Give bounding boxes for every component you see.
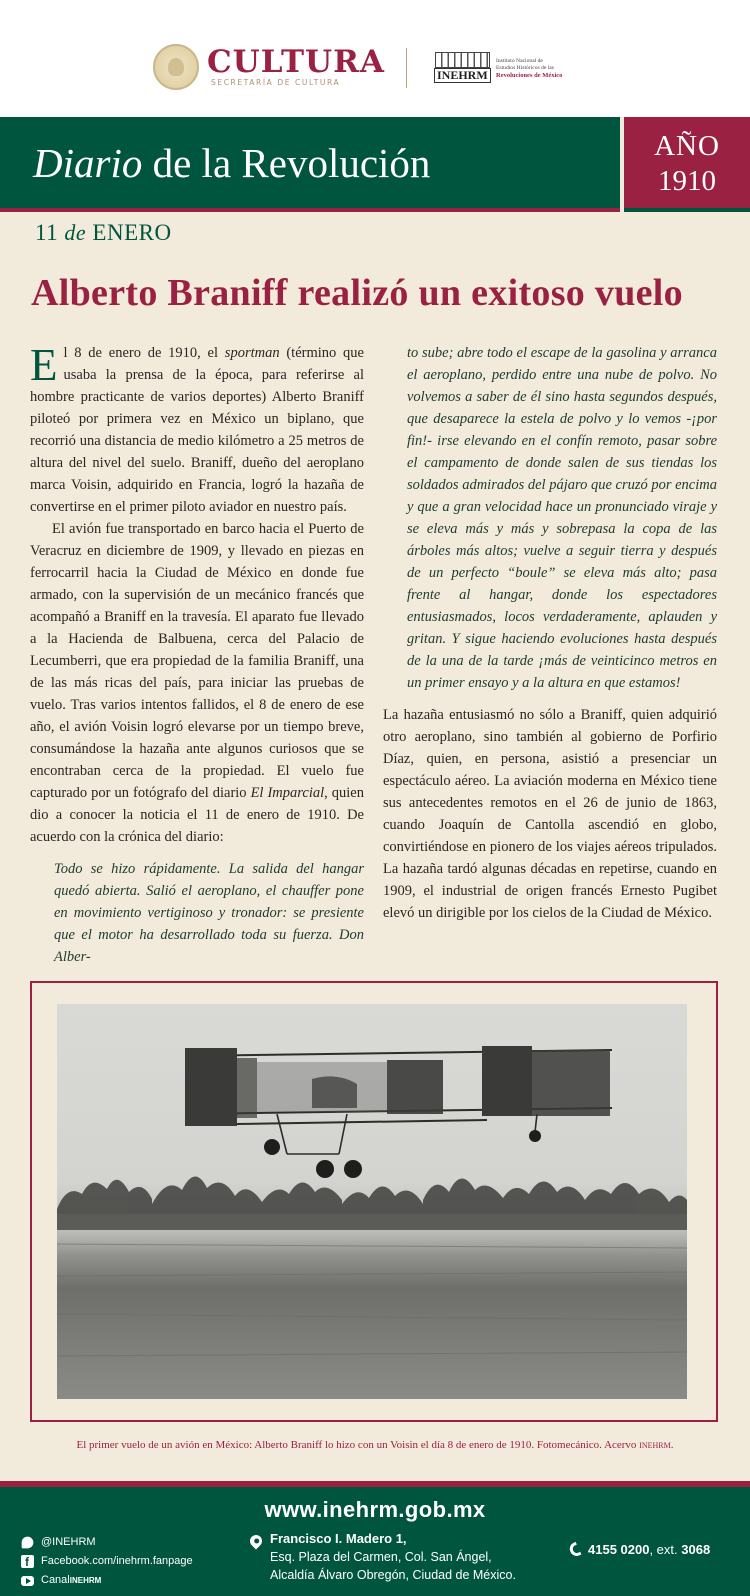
logo-bar (0, 0, 750, 117)
inehrm-logo-text (496, 58, 576, 79)
biplane-photo (57, 1004, 687, 1399)
quote-part-1: Todo se hizo rápidamente. La salida del hangar quedó abierta. Salió el aeroplano, el chauffer pone en movimiento vertiginoso y tronador: se presiente que el motor ha desarrollado toda su fuerza. Don Alber- (54, 861, 364, 965)
caption-text: El primer vuelo de un avión en México: Alberto Braniff lo hizo con un Voisin el día 8 de enero de 1910. Fotomecánico. Acervo (76, 1439, 640, 1451)
date-day: 11 (35, 220, 59, 245)
paragraph-2-text-a: El avión fue transportado en barco hacia el Puerto de Veracruz en diciembre de 1909, y llevado en piezas en ferrocarril hacia la Ciudad de México en donde fue armado, con la supervisión de un mecánico francés que acompañó a Braniff en la travesía. El aparato fue llevado a la Hacienda de Balbuena, cerca del Palacio de Lecumberri, que era propiedad de la familia Braniff, una de las más ricas del país, para iniciar las pruebas de vuelo. Tras varios intentos fallidos, el 8 de enero de ese año, el avión Voisin logró elevarse por un tiempo breve, consumándose la hazaña ante algunos curiosos que se encontraban cerca de la propiedad. El vuelo fue capturado por un fotógrafo del diario (30, 521, 364, 801)
address-line-1: Francisco I. Madero 1, (270, 1531, 407, 1546)
address (270, 1530, 516, 1584)
social-links (21, 1533, 193, 1590)
cultura-logo-subtitle: SECRETARÍA DE CULTURA (211, 78, 341, 87)
paragraph-1-emphasis: sportman (224, 345, 280, 361)
phone-main: 4155 0200 (588, 1542, 650, 1557)
phone-icon (567, 1542, 581, 1558)
facebook-url: Facebook.com/inehrm.fanpage (41, 1555, 193, 1567)
drop-cap: E (30, 340, 58, 390)
inehrm-line-2: Estudios Históricos de las (496, 65, 554, 71)
facebook-icon (21, 1555, 34, 1568)
paragraph-1-text-b: (término que usaba la prensa de la época, para referirse al hombre practicante de varios deportes) Alberto Braniff piloteó por primera vez en México un biplano, que recorrió una distancia de medio kilómetro a 25 metros de altura del nivel del suelo. Braniff, dueño del aeroplano marca Voisin, adquirido en Francia, logró la hazaña de convertirse en el primer piloto aviador en nuestro país. (30, 345, 364, 515)
youtube-icon (21, 1576, 34, 1586)
article-date (35, 220, 172, 246)
location-pin-icon (248, 1533, 265, 1550)
youtube-channel: inehrm (69, 1574, 102, 1586)
paragraph-3: La hazaña entusiasmó no sólo a Braniff, quien adquirió otro aeroplano, sino también al gobierno de Porfirio Díaz, quien, en persona, asistió a presenciar un espectáculo aéreo. La aviación moderna en México tiene sus antecedentes remotos en el 26 de junio de 1863, cuando Joaquín de Cantolla ascendió en globo, convirtiéndose en pionero de los viajes aéreos tripulados. La hazaña tardó algunas décadas en repetirse, cuando en 1909, el industrial de origen francés Ernesto Pugibet elevó un dirigible por los cielos de la Ciudad de México. (383, 707, 717, 921)
year-value: 1910 (658, 165, 716, 197)
paragraph-2-emphasis: El Imparcial (250, 785, 325, 801)
date-connector: de (64, 220, 87, 245)
seal-icon (153, 44, 199, 90)
paragraph-2-text-b: , quien dio a conocer la noticia el 11 de enero de 1910. De acuerdo con la crónica del diario: (30, 785, 364, 845)
series-title-rest: de la Revolución (142, 140, 431, 186)
caption-credit: inehrm. (639, 1439, 674, 1451)
address-line-2: Esq. Plaza del Carmen, Col. San Ángel, (270, 1550, 492, 1564)
photo-caption (30, 1439, 720, 1451)
twitter-icon (22, 1537, 34, 1549)
twitter-handle: @INEHRM (41, 1536, 96, 1548)
biplane-photo-illustration (57, 1004, 687, 1399)
phone-ext: 3068 (681, 1542, 711, 1557)
phone-number[interactable] (588, 1542, 710, 1557)
inehrm-building-icon (435, 52, 490, 68)
quote-part-2: to sube; abre todo el escape de la gasolina y arranca el aeroplano, perdido entre una nube de polvo. No volvemos a saber de él sino hasta segundos después, que desaparece la estela de polvo y lo vemos -¡por fin!- irse elevando en el confín remoto, pasar sobre el campamento de donde salen de sus tiendas los soldados admirados del pájaro que cruzó por encima y que a gran velocidad hace un pronunciado viraje y se eleva más y más y sobrepasa la copa de las árboles más altos; vuelve a seguir tierra y después de un perfecto “boule” se eleva más alto; pasa frente al hangar, donde los espectadores entusiasmados, locos verdaderamente, aplauden y gritan. Y sigue haciendo evoluciones hasta después de la una de la tarde ¡más de veinticinco metros en un primer ensayo y a la altura en que estamos! (407, 345, 717, 691)
inehrm-line-3: Revoluciones de México (496, 72, 563, 79)
article-column-right (383, 342, 717, 924)
paragraph-1-text-a: l 8 de enero de 1910, el (63, 345, 225, 361)
footer (0, 1487, 750, 1596)
website-link[interactable]: www.inehrm.gob.mx (264, 1497, 486, 1522)
cultura-logo-title: CULTURA (207, 44, 385, 80)
series-title-italic: Diario (33, 140, 143, 186)
phone-ext-label: , ext. (649, 1542, 682, 1557)
paragraph-1 (30, 342, 364, 518)
year-box (624, 117, 750, 208)
headline: Alberto Braniff realizó un exitoso vuelo (31, 272, 683, 314)
band-accent-line (0, 208, 620, 212)
inehrm-line-1: Instituto Nacional de (496, 58, 543, 64)
address-line-3: Alcaldía Álvaro Obregón, Ciudad de México. (270, 1568, 516, 1582)
date-month: ENERO (92, 220, 172, 245)
youtube-link[interactable] (21, 1571, 193, 1590)
youtube-prefix: Canal (41, 1574, 70, 1586)
twitter-link[interactable] (21, 1533, 193, 1552)
paragraph-2 (30, 518, 364, 848)
article-column-left (30, 342, 364, 968)
inehrm-logo-abbr: INEHRM (434, 68, 491, 83)
series-title (33, 139, 430, 187)
year-label: AÑO (654, 130, 720, 162)
logo-divider (406, 48, 407, 88)
facebook-link[interactable] (21, 1552, 193, 1571)
year-accent-line (624, 208, 750, 212)
